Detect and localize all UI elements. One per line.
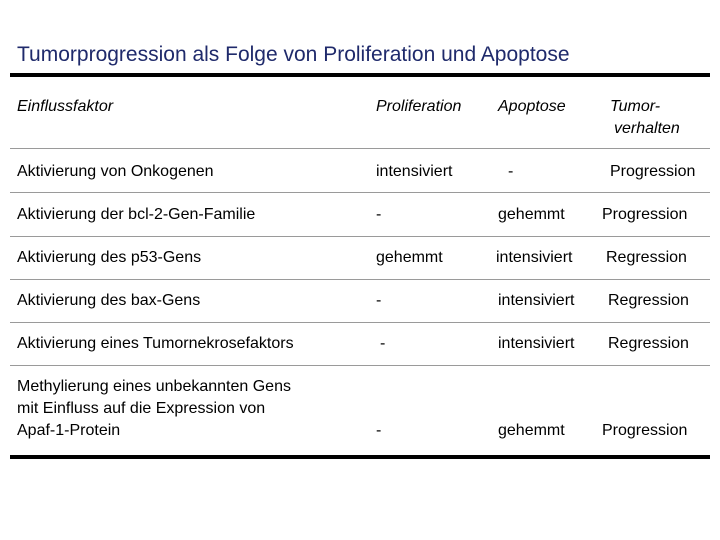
- row-factor: Aktivierung eines Tumornekrosefaktors: [17, 335, 294, 352]
- header-behavior-line1: Tumor-: [610, 98, 661, 115]
- row-divider: [10, 236, 710, 237]
- row-proliferation: -: [376, 292, 382, 309]
- row-apoptosis: intensiviert: [498, 292, 575, 309]
- row-behavior: Progression: [602, 422, 688, 439]
- row-behavior: Progression: [602, 206, 688, 223]
- row-apoptosis: gehemmt: [498, 422, 565, 439]
- table-bottom-border: [10, 455, 710, 459]
- row-behavior: Regression: [608, 335, 689, 352]
- row-proliferation: -: [376, 206, 382, 223]
- title-divider: [10, 73, 710, 77]
- row-behavior: Regression: [608, 292, 689, 309]
- header-behavior-line2: verhalten: [614, 120, 680, 137]
- row-apoptosis: gehemmt: [498, 206, 565, 223]
- row-behavior: Progression: [610, 163, 696, 180]
- row-apoptosis: -: [508, 163, 514, 180]
- row-proliferation: -: [376, 422, 382, 439]
- row-proliferation: intensiviert: [376, 163, 453, 180]
- row-proliferation: -: [380, 335, 386, 352]
- row-divider: [10, 148, 710, 149]
- row-factor: Methylierung eines unbekannten Gens mit Einfluss auf die Expression von Apaf-1-Protein: [17, 378, 291, 439]
- row-divider: [10, 365, 710, 366]
- row-proliferation: gehemmt: [376, 249, 443, 266]
- row-factor: Aktivierung von Onkogenen: [17, 163, 214, 180]
- row-factor: Aktivierung der bcl-2-Gen-Familie: [17, 206, 256, 223]
- row-divider: [10, 322, 710, 323]
- row-apoptosis: intensiviert: [496, 249, 573, 266]
- row-behavior: Regression: [606, 249, 687, 266]
- header-proliferation: Proliferation: [376, 98, 462, 115]
- row-apoptosis: intensiviert: [498, 335, 575, 352]
- row-divider: [10, 279, 710, 280]
- page-title: Tumorprogression als Folge von Proliferation und Apoptose: [17, 43, 570, 66]
- header-apoptosis: Apoptose: [498, 98, 566, 115]
- row-factor: Aktivierung des bax-Gens: [17, 292, 201, 309]
- header-factor: Einflussfaktor: [17, 98, 114, 115]
- row-factor: Aktivierung des p53-Gens: [17, 249, 202, 266]
- row-divider: [10, 192, 710, 193]
